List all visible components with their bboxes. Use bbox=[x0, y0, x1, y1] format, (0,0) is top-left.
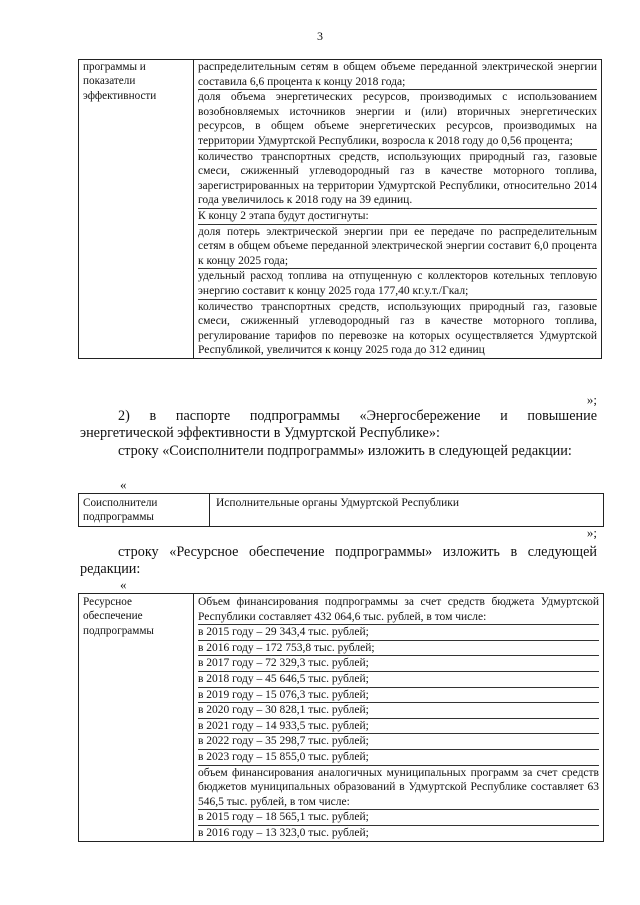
row-content bbox=[194, 594, 604, 842]
paragraph-coexecutors: строку «Соисполнители подпрограммы» изложить в следующей редакции: bbox=[118, 443, 572, 459]
page-number: 3 bbox=[317, 29, 323, 43]
resource-provision-table bbox=[78, 593, 604, 842]
list-item: в 2022 году – 35 298,7 тыс. рублей; bbox=[198, 733, 599, 749]
closing-quote: »; bbox=[586, 525, 597, 540]
list-item: удельный расход топлива на отпущенную с коллекторов котельных тепловую энергию составит к концу 2025 года 177,40 кг.у.т./Гкал; bbox=[198, 270, 597, 297]
opening-quote: « bbox=[120, 577, 127, 592]
row-content: Исполнительные органы Удмуртской Республики bbox=[210, 494, 604, 527]
list-item: Объем финансирования подпрограммы за счет средств бюджета Удмуртской Республики составляет 432 064,6 тыс. рублей, в том числе: bbox=[198, 596, 599, 623]
row-label: программы и показатели эффективности bbox=[79, 60, 194, 359]
list-item: в 2016 году – 172 753,8 тыс. рублей; bbox=[198, 640, 599, 656]
list-item: доля потерь электрической энергии при ее передаче по распределительным сетям в общем объеме переданной электрической энергии составит 6,0 процента к концу 2025 года; bbox=[198, 225, 597, 267]
table-row bbox=[79, 494, 604, 527]
passport-table-indicators bbox=[78, 59, 602, 359]
list-item: доля объема энергетических ресурсов, производимых с использованием возобновляемых источников энергии и (или) вторичных энергетических ресурсов, в общем объеме энергетических ресурсов, производимых на территории Удмуртской Республики, возросла к 2018 году до 0,56 процента; bbox=[198, 91, 597, 147]
list-item: в 2018 году – 45 646,5 тыс. рублей; bbox=[198, 671, 599, 687]
table-row bbox=[79, 60, 602, 359]
list-item: в 2016 году – 13 323,0 тыс. рублей; bbox=[198, 825, 599, 841]
paragraph-passport-amendment: 2) в паспорте подпрограммы «Энергосбережение и повышение энергетической эффективности в Удмуртской Республике»: bbox=[80, 408, 597, 441]
list-item: в 2019 году – 15 076,3 тыс. рублей; bbox=[198, 687, 599, 703]
list-item: в 2020 году – 30 828,1 тыс. рублей; bbox=[198, 702, 599, 718]
list-item: в 2015 году – 29 343,4 тыс. рублей; bbox=[198, 624, 599, 640]
paragraph-resources: строку «Ресурсное обеспечение подпрограммы» изложить в следующей редакции: bbox=[80, 544, 597, 577]
list-item: в 2017 году – 72 329,3 тыс. рублей; bbox=[198, 655, 599, 671]
row-content bbox=[194, 60, 602, 359]
opening-quote: « bbox=[120, 477, 127, 492]
list-item: количество транспортных средств, использующих природный газ, газовые смеси, сжиженный углеводородный газ в качестве моторного топлива, регулирование тарифов по перевозке на которых осуществляется Удмуртской Республикой, увеличится к концу 2025 года до 312 единиц bbox=[198, 300, 597, 357]
list-item: в 2021 году – 14 933,5 тыс. рублей; bbox=[198, 718, 599, 734]
list-item: распределительным сетям в общем объеме переданной электрической энергии составила 6,6 процента к концу 2018 года; bbox=[198, 61, 597, 88]
row-label: Ресурсное обеспечение подпрограммы bbox=[79, 594, 194, 842]
list-item: объем финансирования аналогичных муниципальных программ за счет средств бюджетов муниципальных образований в Удмуртской Республике составляет 63 546,5 тыс. рублей, в том числе: bbox=[198, 766, 599, 808]
list-item: в 2023 году – 15 855,0 тыс. рублей; bbox=[198, 749, 599, 765]
table-row bbox=[79, 594, 604, 842]
row-label: Соисполнители подпрограммы bbox=[79, 494, 210, 527]
coexecutors-table bbox=[78, 493, 604, 527]
list-item: в 2015 году – 18 565,1 тыс. рублей; bbox=[198, 809, 599, 825]
list-item: количество транспортных средств, использующих природный газ, газовые смеси, сжиженный углеводородный газ в качестве моторного топлива, зарегистрированных на территории Удмуртской Республики, относительно 2014 года увеличилось к 2018 году на 39 единиц. bbox=[198, 150, 597, 207]
closing-quote: »; bbox=[586, 392, 597, 407]
list-item: К концу 2 этапа будут достигнуты: bbox=[198, 208, 597, 224]
